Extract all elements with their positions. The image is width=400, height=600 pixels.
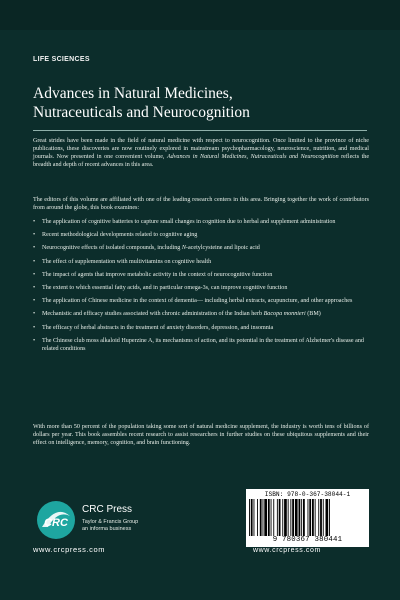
bullet-icon: • — [33, 337, 36, 344]
book-title — [33, 84, 373, 122]
barcode-bar — [264, 499, 267, 536]
intro-paragraph — [33, 137, 369, 169]
barcode-bar — [295, 499, 298, 536]
list-item: • The impact of agents that improve metabolic activity in the context of neurocognitive function — [33, 271, 273, 278]
bullet-icon: • — [33, 258, 36, 265]
publisher-sub-1: Taylor & Francis Group — [82, 519, 139, 525]
barcode-bar — [309, 499, 311, 536]
bullet-icon: • — [33, 298, 36, 305]
publisher-group — [82, 519, 138, 533]
intro-text-2: reflects the breadth and depth of recent advances in this area. — [33, 154, 370, 168]
list-item: • The efficacy of herbal abstracts in the treatment of anxiety disorders, depression, and insomnia — [33, 324, 274, 331]
list-item: • Recent methodological developments related to cognitive aging — [33, 232, 198, 239]
intro-italic-title: Advances in Natural Medicines, Nutraceuticals and Neurocognition — [166, 154, 339, 160]
bullet-icon: • — [33, 271, 36, 278]
publisher-name: CRC Press — [82, 504, 133, 515]
barcode-bar — [315, 499, 316, 536]
intro-text-1: Great strides have been made in the field of natural medicine with respect to neurocognition. Once limited to the province of niche publications, these discoveries are now routinely explored in mainstream psychopharmacology, neuroscience, nutrition, and medical journals. Now presented in one convenient volume, — [33, 138, 369, 160]
barcode-bar — [308, 499, 309, 536]
barcode-icon — [249, 499, 366, 536]
barcode-bar — [271, 499, 272, 536]
barcode-bar — [263, 499, 264, 536]
list-item: • The Chinese club moss alkaloid Huperzine A, its mechanisms of action, and its potential in the treatment of Alzheimer's disease and related conditions — [33, 337, 364, 352]
barcode-bar — [318, 499, 319, 536]
list-item: • The application of Chinese medicine in the context of dementia— including herbal extracts, acupuncture, and other approaches — [33, 298, 353, 305]
barcode-bar — [268, 499, 270, 536]
bullet-icon: • — [33, 324, 36, 331]
barcode-bar — [251, 499, 253, 536]
bullet-icon: • — [33, 219, 36, 225]
barcode-bar — [257, 499, 258, 536]
title-line-2: Nutraceuticals and Neurocognition — [33, 104, 250, 121]
topics-list — [33, 218, 369, 358]
barcode-bar — [279, 499, 281, 536]
barcode-bar — [277, 499, 278, 536]
barcode-url: www.crcpress.com — [253, 547, 321, 554]
barcode-bar — [303, 499, 305, 536]
barcode-number: 9 780367 380441 — [272, 536, 343, 544]
title-line-1: Advances in Natural Medicines, — [33, 85, 233, 102]
barcode-bar — [320, 499, 322, 536]
barcode-bar — [288, 499, 289, 536]
list-item: • Neurocognitive effects of isolated compounds, including N-acetylcysteine and lipoic acid — [33, 245, 260, 252]
closing-paragraph: With more than 50 percent of the population taking some sort of natural medicine supplement, the industry is worth tens of billions of dollars per year. This book assembles recent research to assist researchers in further studies on these ubiquitous supplements and their effect on intelligence, memory, cognition, and brain functioning. — [33, 424, 369, 446]
list-item: • The extent to which essential fatty acids, and in particular omega-3s, can improve cognitive function — [33, 284, 288, 291]
barcode-bar — [323, 499, 324, 536]
bullet-icon: • — [33, 311, 36, 318]
barcode-bar — [329, 499, 330, 536]
top-band — [0, 0, 400, 30]
barcode-bar — [292, 499, 294, 536]
barcode-bar — [326, 499, 329, 536]
list-item: • The application of cognitive batteries to capture small changes in cognition due to herbal and supplement administration — [33, 219, 336, 225]
barcode-bar — [301, 499, 302, 536]
bullet-icon: • — [33, 284, 36, 291]
barcode-bar — [254, 499, 255, 536]
barcode-bar — [284, 499, 287, 536]
title-rule — [33, 130, 367, 131]
barcode-bar — [312, 499, 314, 536]
editors-paragraph: The editors of this volume are affiliated with one of the leading research centers in this area. Bringing together the work of contributors from around the globe, this book examines: — [33, 197, 369, 211]
barcode-box — [246, 489, 369, 547]
barcode-bar — [249, 499, 250, 536]
bullet-icon: • — [33, 232, 36, 239]
barcode-bar — [282, 499, 283, 536]
isbn-text: ISBN: 978-0-367-38044-1 — [264, 491, 351, 498]
crc-logo — [36, 500, 76, 540]
logo-text: CRC — [44, 517, 68, 529]
list-item: • Mechanistic and efficacy studies associated with chronic administration of the Indian herb Bacopa monnieri (BM) — [33, 311, 321, 318]
category-label: LIFE SCIENCES — [33, 56, 90, 63]
barcode-bar — [299, 499, 301, 536]
barcode-bar — [290, 499, 291, 536]
publisher-url: www.crcpress.com — [33, 545, 106, 554]
bullet-icon: • — [33, 245, 36, 252]
barcode-bar — [260, 499, 262, 536]
list-item: • The effect of supplementation with multivitamins on cognitive health — [33, 258, 212, 265]
publisher-sub-2: an informa business — [82, 526, 132, 532]
barcode-bar — [273, 499, 274, 536]
